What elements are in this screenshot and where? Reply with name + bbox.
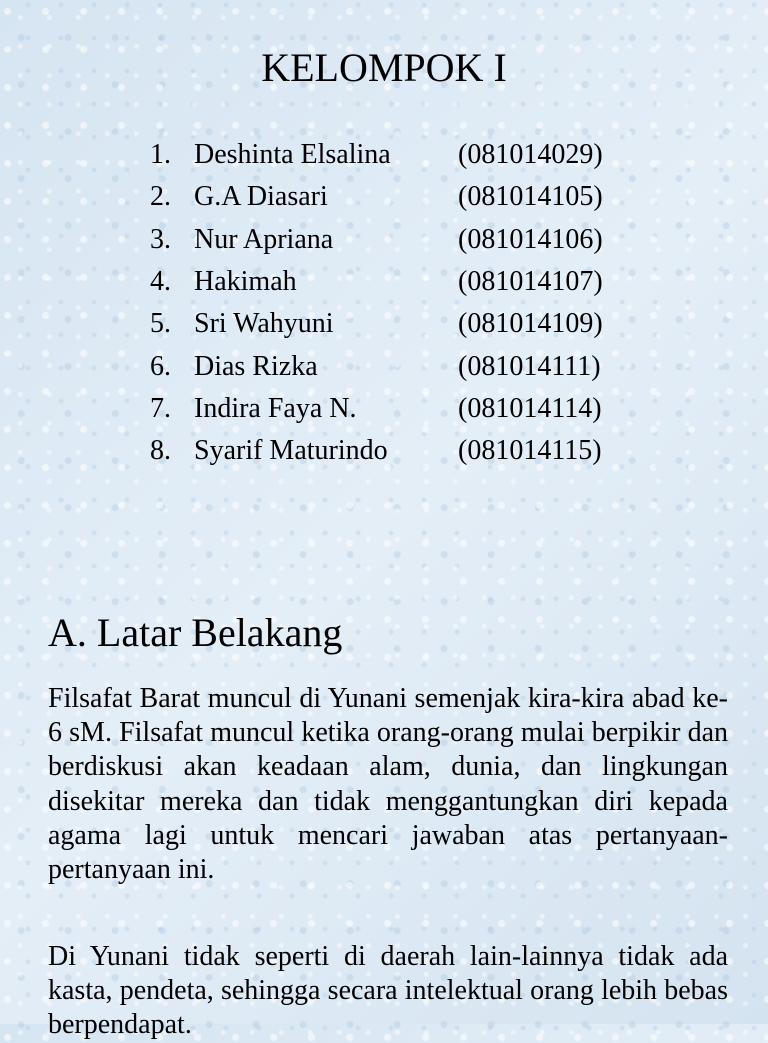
list-item bbox=[150, 134, 603, 176]
member-name: Indira Faya N. bbox=[194, 392, 357, 424]
member-number: 2. bbox=[150, 181, 171, 213]
member-id: (081014115) bbox=[458, 435, 602, 467]
paragraph: Di Yunani tidak seperti di daerah lain-lainnya tidak ada kasta, pendeta, sehingga secara intelektual orang lebih bebas berpendapat. bbox=[48, 941, 728, 1041]
member-id: (081014109) bbox=[458, 308, 603, 340]
list-item bbox=[150, 176, 603, 218]
list-item bbox=[150, 388, 603, 430]
member-id: (081014114) bbox=[458, 392, 602, 424]
group-title: KELOMPOK I bbox=[261, 45, 507, 90]
member-number: 8. bbox=[150, 435, 171, 467]
member-name: Nur Apriana bbox=[194, 223, 334, 255]
list-item bbox=[150, 261, 603, 303]
member-id: (081014029) bbox=[458, 139, 603, 171]
member-name: Sri Wahyuni bbox=[194, 308, 334, 340]
member-number: 7. bbox=[150, 392, 171, 424]
member-number: 4. bbox=[150, 266, 171, 298]
list-item bbox=[150, 430, 603, 472]
member-number: 1. bbox=[150, 139, 171, 171]
member-name: Syarif Maturindo bbox=[194, 435, 388, 467]
member-name: G.A Diasari bbox=[194, 181, 328, 213]
member-name: Hakimah bbox=[194, 266, 297, 298]
member-id: (081014111) bbox=[458, 350, 601, 382]
member-number: 3. bbox=[150, 223, 171, 255]
paragraph: Filsafat Barat muncul di Yunani semenjak kira-kira abad ke-6 sM. Filsafat muncul ketika orang-orang mulai berpikir dan berdiskusi akan keadaan alam, dunia, dan lingkungan disekitar mereka dan tidak menggantungkan diri kepada agama lagi untuk mencari jawaban atas pertanyaan-pertanyaan ini. bbox=[48, 683, 728, 886]
member-list bbox=[150, 134, 603, 472]
member-name: Dias Rizka bbox=[194, 350, 318, 382]
list-item bbox=[150, 345, 603, 387]
list-item bbox=[150, 303, 603, 345]
member-id: (081014105) bbox=[458, 181, 603, 213]
member-id: (081014107) bbox=[458, 266, 603, 298]
list-item bbox=[150, 219, 603, 261]
member-number: 6. bbox=[150, 350, 171, 382]
member-id: (081014106) bbox=[458, 223, 603, 255]
section-heading: A. Latar Belakang bbox=[48, 610, 343, 655]
member-name: Deshinta Elsalina bbox=[194, 139, 391, 171]
member-number: 5. bbox=[150, 308, 171, 340]
slide-latar-belakang bbox=[0, 560, 768, 1041]
